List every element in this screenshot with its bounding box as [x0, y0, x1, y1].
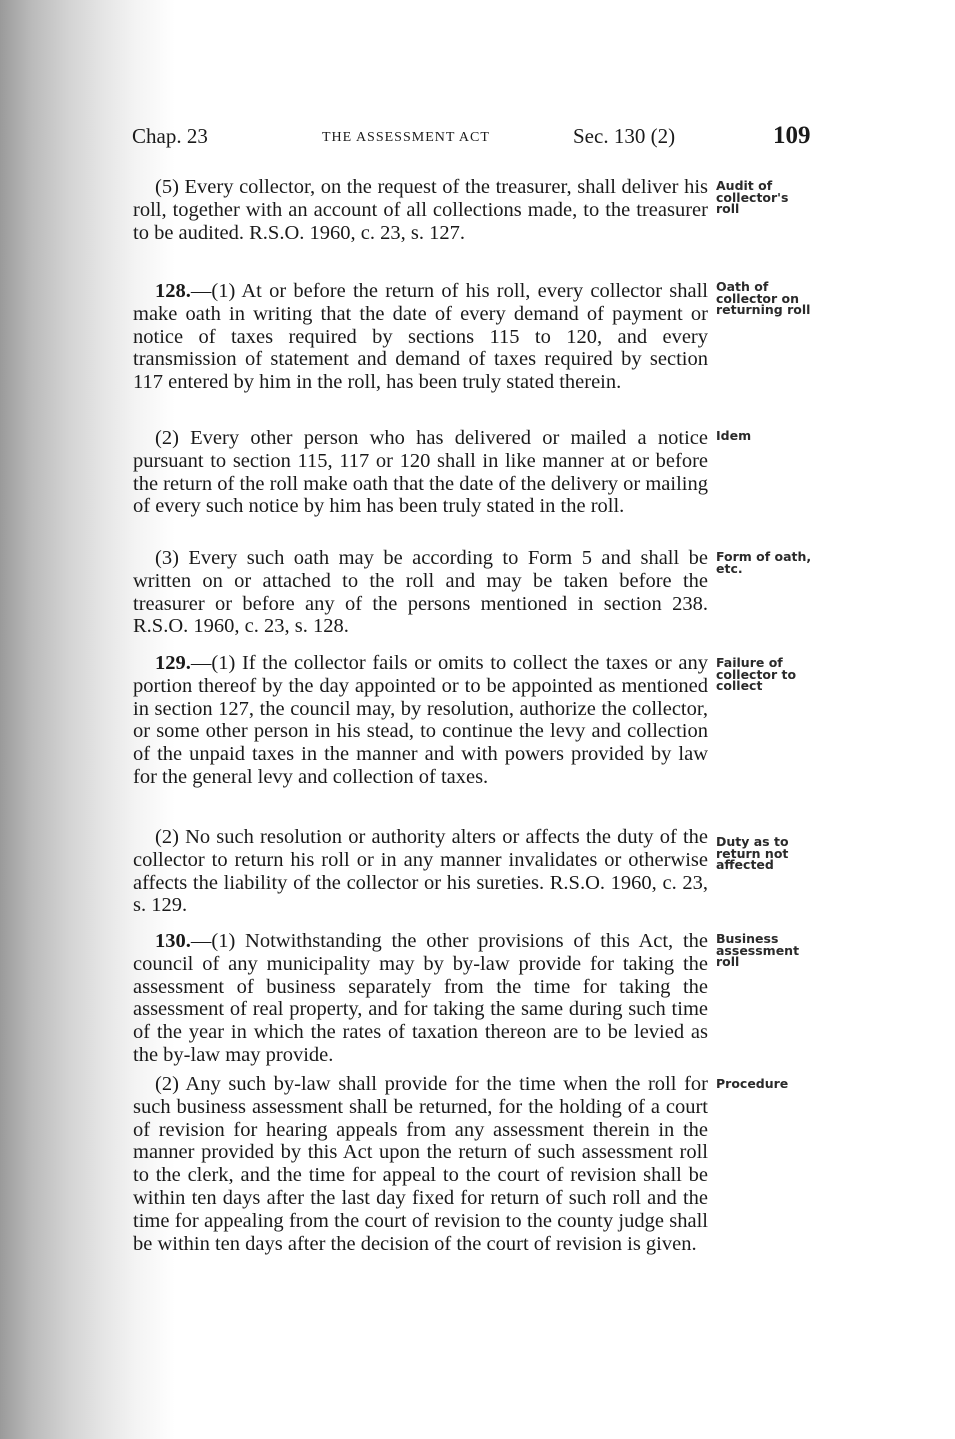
paragraph-130-1: 130.—(1) Notwithstanding the other provisions of this Act, the council of any municipality may by by-law provide for taking the assessment of business separately from the time for taking the assessment of real property, and for taking the same during such time of the year in which the rates of taxation thereon are to be levied as the by-law may provide. [133, 930, 708, 1066]
margin-note-procedure: Procedure [716, 1076, 789, 1091]
section-number: 128. [155, 280, 191, 302]
paragraph-128-3: (3) Every such oath may be according to Form 5 and shall be written on or attached to the roll and may be taken before the treasurer or before any of the persons mentioned in section 238. R.S.O. 1960, c. 23, s. 128. [133, 547, 708, 638]
paragraph-129-1: 129.—(1) If the collector fails or omits to collect the taxes or any portion thereof by the day appointed or to be appointed as mentioned in section 127, the council may, by resolution, authorize the collector, or some other person in his stead, to continue the levy and collection of the unpaid taxes in the manner and with powers provided by law for the general levy and collection of taxes. [133, 652, 708, 788]
paragraph-128-2: (2) Every other person who has delivered or mailed a notice pursuant to section 115, 117 or 120 shall in like manner at or before the return of the roll make oath that the date of the delivery or mailing of every such notice by him has been truly stated in the roll. [133, 427, 708, 518]
chapter-label: Chap. 23 [132, 124, 208, 148]
section-number: 129. [155, 652, 191, 674]
section-number: 130. [155, 930, 191, 952]
margin-note-audit: Audit of collector's roll [716, 178, 789, 216]
margin-note-business: Business assessment roll [716, 931, 800, 969]
margin-note-duty: Duty as to return not affected [716, 834, 789, 872]
paragraph-127-5: (5) Every collector, on the request of the treasurer, shall deliver his roll, together with an account of all collections made, to the treasurer to be audited. R.S.O. 1960, c. 23, s. 127. [133, 176, 708, 244]
margin-note-form: Form of oath, etc. [716, 549, 812, 576]
act-title: THE ASSESSMENT ACT [322, 130, 490, 145]
margin-note-failure: Failure of collector to collect [716, 655, 797, 693]
paragraph-128-1: 128.—(1) At or before the return of his roll, every collector shall make oath in writing that the date of every demand of payment or notice of taxes required by sections 115 to 120, and every transmission of statement and demand of taxes required by section 117 entered by him in the roll, has been truly stated therein. [133, 280, 708, 394]
running-header [132, 124, 822, 158]
section-label: Sec. 130 (2) [573, 124, 676, 148]
margin-note-oath: Oath of collector on returning roll [716, 279, 811, 317]
paragraph-129-2: (2) No such resolution or authority alters or affects the duty of the collector to return his roll or in any manner invalidates or otherwise affects the liability of the collector or his sureties. R.S.O. 1960, c. 23, s. 129. [133, 826, 708, 917]
margin-note-idem: Idem [716, 428, 752, 443]
page-number: 109 [773, 122, 811, 149]
paragraph-130-2: (2) Any such by-law shall provide for the time when the roll for such business assessment shall be returned, for the holding of a court of revision for hearing appeals from any assessment therein in the manner provided by this Act upon the return of such assessment roll to the clerk, and the time for appeal to the court of revision shall be within ten days after the last day fixed for return of such roll and the time for appealing from the court of revision to the county judge shall be within ten days after the decision of the court of revision is given. [133, 1073, 708, 1255]
